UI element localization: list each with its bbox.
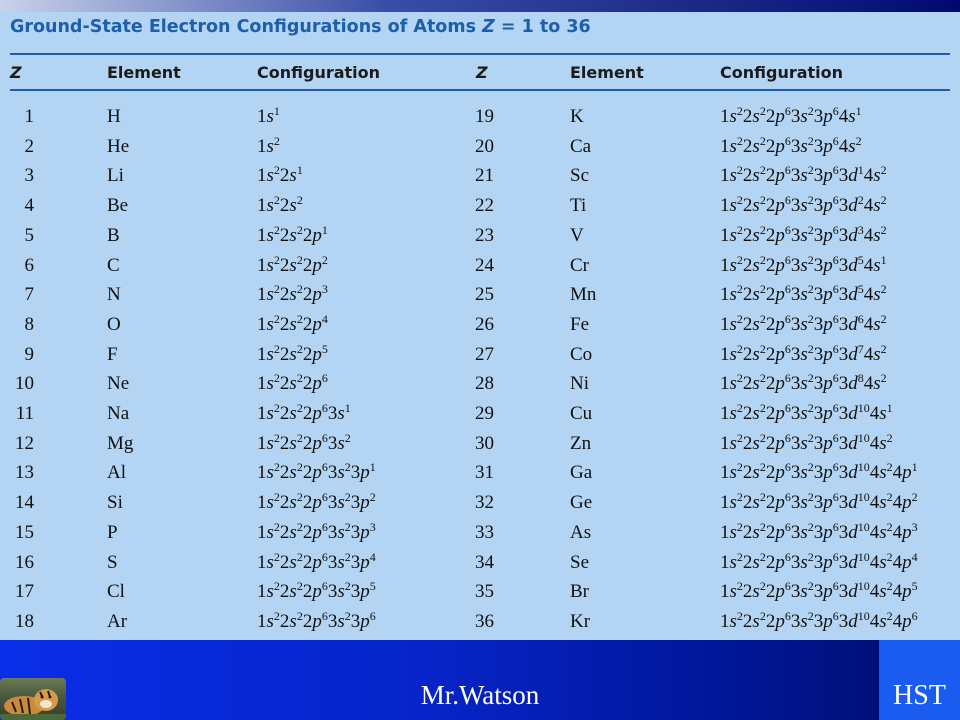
atomic-number-cell: 17 xyxy=(15,581,34,603)
header-configuration-right: Configuration xyxy=(720,63,844,82)
atomic-number-cell: 35 xyxy=(475,581,494,603)
header-rule-top xyxy=(10,53,950,55)
element-cell: K xyxy=(570,106,584,127)
atomic-number-cell: 11 xyxy=(15,403,34,424)
configuration-cell: $1s^22s^22p^1$ xyxy=(257,222,328,246)
configuration-cell: $1s^22s^22p^63s^23p^64s^1$ xyxy=(720,104,862,127)
atomic-number-cell: 21 xyxy=(475,165,494,187)
element-cell: Ne xyxy=(107,373,130,395)
table-row xyxy=(0,280,960,310)
configuration-cell: $1s^22s^22p^63s^23p^5$ xyxy=(257,579,376,603)
configuration-cell: $1s^22s^22p^63s^23p^2$ xyxy=(257,490,376,514)
configuration-cell: $1s^2$ xyxy=(257,133,280,157)
atomic-number-cell: 16 xyxy=(15,551,34,573)
configuration-cell: $1s^22s^22p^63s^23p^4$ xyxy=(257,549,376,573)
atomic-number-cell: 15 xyxy=(15,521,34,543)
element-cell: Cl xyxy=(107,581,125,603)
table-row xyxy=(0,399,960,429)
configuration-cell: $1s^22s^22p^63s^23p^63d^{10}4s^24p^3$ xyxy=(720,519,918,543)
configuration-cell: $1s^22s^22p^63s^23p^6$ xyxy=(257,608,376,632)
atomic-number-cell: 10 xyxy=(15,373,34,395)
configuration-cell: $1s^22s^22p^63s^23p^63d^{10}4s^24p^1$ xyxy=(720,460,918,484)
configuration-cell: $1s^22s^22p^63s^23p^63d^54s^2$ xyxy=(720,282,887,306)
table-row xyxy=(0,458,960,488)
atomic-number-cell: 13 xyxy=(15,462,34,484)
table-row xyxy=(0,310,960,340)
atomic-number-cell: 14 xyxy=(15,492,34,514)
configuration-cell: $1s^22s^22p^6$ xyxy=(257,371,328,395)
element-cell: Fe xyxy=(570,313,589,335)
element-cell: Mn xyxy=(570,284,597,306)
element-cell: Al xyxy=(107,462,126,484)
atomic-number-cell: 5 xyxy=(24,224,34,246)
table-row xyxy=(0,518,960,548)
element-cell: Mg xyxy=(107,432,134,454)
element-cell: Li xyxy=(107,165,124,187)
table-title-suffix: = 1 to 36 xyxy=(494,17,591,37)
element-cell: Ar xyxy=(107,610,128,632)
element-cell: Ga xyxy=(570,462,593,484)
atomic-number-cell: 27 xyxy=(475,343,494,365)
element-cell: S xyxy=(107,551,118,573)
header-element-left: Element xyxy=(107,63,181,82)
configuration-cell: $1s^22s^22p^63s^23p^63d^{10}4s^1$ xyxy=(720,401,893,424)
configuration-cell: $1s^22s^22p^63s^23p^63d^54s^1$ xyxy=(720,252,887,276)
header-configuration-left: Configuration xyxy=(257,63,381,82)
atomic-number-cell: 32 xyxy=(475,492,494,514)
element-cell: H xyxy=(107,106,121,127)
configuration-cell: $1s^22s^22p^63s^23p^63d^{10}4s^24p^4$ xyxy=(720,549,918,573)
atomic-number-cell: 30 xyxy=(475,432,494,454)
table-title-prefix: Ground-State Electron Configurations of Atoms xyxy=(10,17,483,37)
configuration-cell: $1s^22s^22p^63s^23p^1$ xyxy=(257,460,376,484)
footer-teacher-name: Mr.Watson xyxy=(420,680,540,710)
element-cell: Co xyxy=(570,343,593,365)
table-row xyxy=(0,369,960,399)
table-row xyxy=(0,548,960,578)
atomic-number-cell: 36 xyxy=(475,610,494,632)
atomic-number-cell: 4 xyxy=(24,195,34,217)
table-row xyxy=(0,577,960,607)
element-cell: Ni xyxy=(570,373,589,395)
configuration-cell: $1s^22s^22p^4$ xyxy=(257,311,328,335)
hst-label: HST xyxy=(893,680,946,711)
atomic-number-cell: 29 xyxy=(475,403,494,424)
table-row xyxy=(0,132,960,162)
element-cell: O xyxy=(107,313,121,335)
table-row xyxy=(0,102,960,132)
atomic-number-cell: 9 xyxy=(24,343,34,365)
table-row xyxy=(0,251,960,281)
element-cell: V xyxy=(570,224,584,246)
configuration-cell: $1s^22s^2$ xyxy=(257,193,303,217)
atomic-number-cell: 34 xyxy=(475,551,494,573)
element-cell: Ca xyxy=(570,135,592,157)
element-cell: Sc xyxy=(570,165,589,187)
element-cell: Ti xyxy=(570,195,587,217)
element-cell: F xyxy=(107,343,118,365)
atomic-number-cell: 20 xyxy=(475,135,494,157)
element-cell: Zn xyxy=(570,432,592,454)
element-cell: Ge xyxy=(570,492,593,514)
element-cell: Kr xyxy=(570,610,591,632)
element-cell: Na xyxy=(107,403,130,424)
element-cell: He xyxy=(107,135,130,157)
configuration-cell: $1s^22s^22p^63s^23p^63d^64s^2$ xyxy=(720,311,887,335)
element-cell: B xyxy=(107,224,120,246)
atomic-number-cell: 23 xyxy=(475,224,494,246)
configuration-cell: $1s^22s^22p^63s^2$ xyxy=(257,430,351,454)
atomic-number-cell: 3 xyxy=(24,165,34,187)
table-title-var: Z xyxy=(482,17,495,37)
element-cell: Cu xyxy=(570,403,593,424)
configuration-cell: $1s^22s^22p^63s^23p^63d^84s^2$ xyxy=(720,371,887,395)
configuration-cell: $1s^22s^22p^63s^23p^63d^34s^2$ xyxy=(720,222,887,246)
configuration-cell: $1s^22s^22p^2$ xyxy=(257,252,328,276)
configuration-cell: $1s^22s^22p^63s^23p^63d^{10}4s^24p^2$ xyxy=(720,490,918,514)
atomic-number-cell: 8 xyxy=(24,313,34,335)
configuration-cell: $1s^22s^22p^63s^23p^63d^{10}4s^2$ xyxy=(720,430,893,454)
configuration-cell: $1s^22s^22p^63s^23p^63d^14s^2$ xyxy=(720,163,887,187)
atomic-number-cell: 18 xyxy=(15,610,34,632)
element-cell: P xyxy=(107,521,118,543)
element-cell: Br xyxy=(570,581,589,603)
configuration-cell: $1s^22s^22p^63s^23p^64s^2$ xyxy=(720,133,862,157)
atomic-number-cell: 22 xyxy=(475,195,494,217)
element-cell: C xyxy=(107,254,120,276)
header-z-left: Z xyxy=(10,63,22,82)
atomic-number-cell: 33 xyxy=(475,521,494,543)
configuration-cell: $1s^22s^22p^63s^1$ xyxy=(257,401,351,424)
configuration-cell: $1s^22s^22p^63s^23p^63d^24s^2$ xyxy=(720,193,887,217)
table-row xyxy=(0,607,960,637)
configuration-cell: $1s^22s^22p^63s^23p^63d^74s^2$ xyxy=(720,341,887,365)
atomic-number-cell: 28 xyxy=(475,373,494,395)
configuration-cell: $1s^22s^22p^63s^23p^63d^{10}4s^24p^5$ xyxy=(720,579,918,603)
element-cell: N xyxy=(107,284,121,306)
element-cell: Cr xyxy=(570,254,589,276)
table-row xyxy=(0,488,960,518)
table-title xyxy=(10,17,591,37)
atomic-number-cell: 26 xyxy=(475,313,494,335)
atomic-number-cell: 1 xyxy=(24,106,34,127)
table-row xyxy=(0,340,960,370)
header-rule-bottom xyxy=(10,89,950,91)
table-row xyxy=(0,429,960,459)
configuration-cell: $1s^1$ xyxy=(257,104,280,127)
element-cell: Se xyxy=(570,551,589,573)
atomic-number-cell: 2 xyxy=(24,135,34,157)
table-panel xyxy=(0,12,960,640)
table-row xyxy=(0,191,960,221)
atomic-number-cell: 25 xyxy=(475,284,494,306)
atomic-number-cell: 12 xyxy=(15,432,34,454)
atomic-number-cell: 19 xyxy=(475,106,494,127)
configuration-cell: $1s^22s^22p^63s^23p^3$ xyxy=(257,519,376,543)
header-element-right: Element xyxy=(570,63,644,82)
atomic-number-cell: 24 xyxy=(475,254,494,276)
header-z-right: Z xyxy=(476,63,488,82)
element-cell: Si xyxy=(107,492,123,514)
configuration-cell: $1s^22s^22p^63s^23p^63d^{10}4s^24p^6$ xyxy=(720,608,918,632)
configuration-cell: $1s^22s^22p^3$ xyxy=(257,282,328,306)
element-cell: Be xyxy=(107,195,129,217)
top-gradient-strip xyxy=(0,0,960,12)
table-row xyxy=(0,221,960,251)
atomic-number-cell: 7 xyxy=(24,284,34,306)
element-cell: As xyxy=(570,521,592,543)
table-row xyxy=(0,161,960,191)
configuration-cell: $1s^22s^22p^5$ xyxy=(257,341,328,365)
configuration-cell: $1s^22s^1$ xyxy=(257,163,303,187)
atomic-number-cell: 31 xyxy=(475,462,494,484)
atomic-number-cell: 6 xyxy=(24,254,34,276)
